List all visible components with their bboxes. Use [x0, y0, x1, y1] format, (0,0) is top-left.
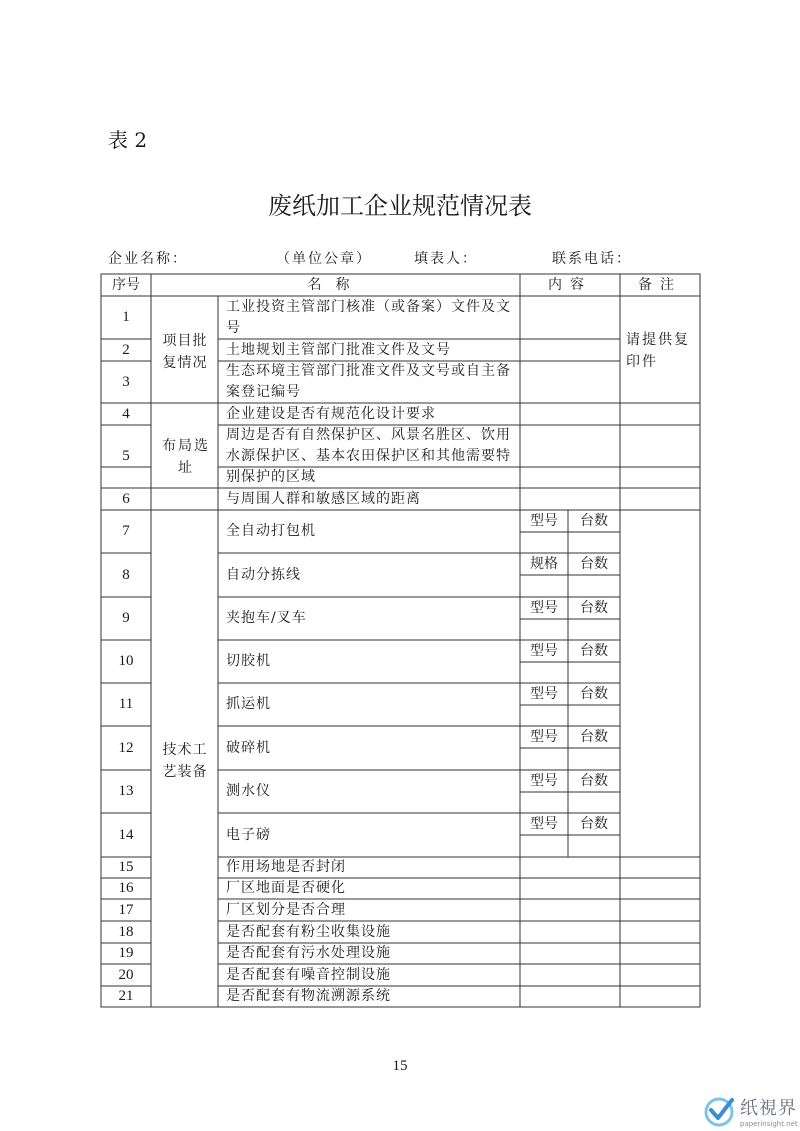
qty-label: 台数 — [580, 685, 608, 702]
watermark-url: paperinsight.net — [740, 1120, 798, 1128]
row-name: 周边是否有自然保护区、风景名胜区、饮用水源保护区、基本农田保护区和其他需要特别保护的区域 — [226, 427, 511, 485]
spec-label: 型号 — [530, 512, 558, 529]
row-seq: 2 — [122, 341, 130, 358]
row-name: 破碎机 — [226, 739, 271, 756]
row-name: 是否配套有噪音控制设施 — [226, 966, 391, 983]
row-name: 工业投资主管部门核准（或备案）文件及文号 — [226, 298, 511, 336]
qty-label: 台数 — [580, 642, 608, 659]
row-name: 与周围人群和敏感区域的距离 — [226, 490, 421, 507]
row-seq: 6 — [122, 490, 130, 507]
qty-label: 台数 — [580, 599, 608, 616]
row-seq: 11 — [118, 696, 134, 712]
qty-label: 台数 — [580, 728, 608, 745]
spec-label: 型号 — [530, 642, 558, 659]
row-name: 厂区划分是否合理 — [226, 901, 346, 918]
row-name: 作用场地是否封闭 — [226, 859, 346, 875]
enterprise-name-label: 企业名称： — [108, 251, 188, 267]
row-seq: 12 — [118, 739, 134, 756]
spec-label: 型号 — [530, 685, 558, 702]
row-seq: 7 — [122, 523, 130, 539]
spec-label: 型号 — [530, 815, 558, 832]
row-name: 电子磅 — [226, 826, 271, 843]
row-seq: 3 — [122, 373, 130, 390]
col-header-content: 内容 — [548, 276, 592, 293]
group-label-layout: 布局选址 — [162, 438, 210, 476]
row-name: 土地规划主管部门批准文件及文号 — [226, 341, 451, 358]
spec-label: 型号 — [530, 599, 558, 616]
row-seq: 10 — [118, 653, 134, 669]
row-name: 抓运机 — [226, 696, 271, 712]
table-label: 表 2 — [108, 128, 148, 152]
row-seq: 9 — [122, 610, 130, 626]
row-name: 是否配套有污水处理设施 — [226, 945, 391, 961]
col-header-name: 名称 — [307, 276, 364, 293]
unit-seal-label: （单位公章） — [276, 251, 372, 267]
qty-label: 台数 — [580, 555, 608, 572]
row-name: 是否配套有物流溯源系统 — [226, 988, 391, 1004]
row-name: 自动分拣线 — [226, 566, 301, 583]
spec-label: 型号 — [530, 728, 558, 745]
row-name: 厂区地面是否硬化 — [226, 880, 346, 896]
qty-label: 台数 — [580, 512, 608, 529]
col-header-remarks: 备注 — [638, 276, 682, 293]
row-name: 是否配套有粉尘收集设施 — [226, 923, 391, 940]
group-label-approval: 项目批复情况 — [162, 333, 208, 371]
qty-label: 台数 — [580, 815, 608, 832]
row-seq: 1 — [122, 309, 130, 325]
paperinsight-logo-icon — [702, 1094, 736, 1128]
row-name: 生态环境主管部门批准文件及文号或自主备案登记编号 — [226, 363, 511, 400]
row-name: 切胶机 — [226, 653, 271, 669]
row-seq: 5 — [122, 448, 130, 464]
row-seq: 18 — [118, 923, 134, 940]
page-number: 15 — [392, 1058, 408, 1074]
remark-approval: 请提供复印件 — [626, 332, 690, 370]
spec-label: 规格 — [530, 555, 558, 572]
row-seq: 15 — [118, 859, 134, 875]
col-header-seq: 序号 — [112, 276, 140, 293]
row-seq: 19 — [118, 945, 134, 961]
group-label-tech: 技术工艺装备 — [162, 742, 208, 780]
row-name: 测水仪 — [226, 783, 271, 799]
row-seq: 17 — [118, 901, 134, 918]
row-seq: 8 — [122, 566, 130, 583]
spec-label: 型号 — [530, 772, 558, 789]
phone-label: 联系电话： — [552, 251, 632, 267]
row-name: 企业建设是否有规范化设计要求 — [226, 405, 436, 422]
watermark — [702, 1094, 798, 1128]
row-seq: 4 — [122, 405, 130, 422]
row-name: 夹抱车/叉车 — [226, 610, 307, 626]
qty-label: 台数 — [580, 772, 608, 789]
page-title: 废纸加工企业规范情况表 — [268, 192, 532, 220]
watermark-title: 纸視界 — [740, 1098, 797, 1119]
row-seq: 13 — [118, 783, 134, 799]
row-seq: 14 — [118, 826, 134, 843]
row-seq: 16 — [118, 880, 134, 896]
row-name: 全自动打包机 — [226, 523, 316, 539]
row-seq: 20 — [118, 966, 134, 983]
row-seq: 21 — [118, 988, 134, 1004]
filler-label: 填表人： — [414, 251, 478, 267]
